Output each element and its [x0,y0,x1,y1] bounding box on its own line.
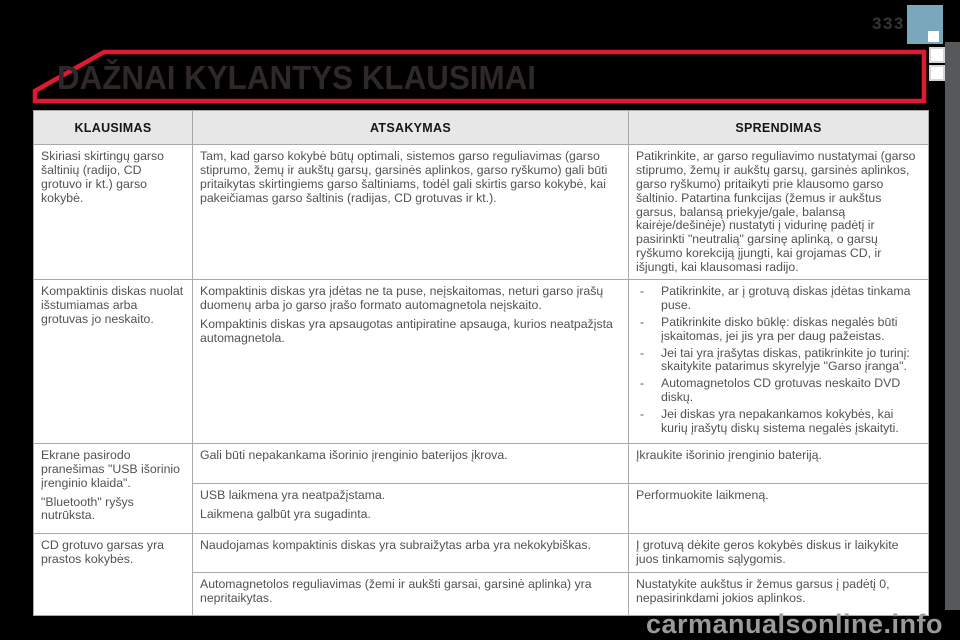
cell-text: "Bluetooth" ryšys nutrūksta. [41,494,134,523]
cell-text: Performuokite laikmeną. [636,487,769,502]
section-marker-icon [929,65,945,81]
column-header-answer: ATSAKYMAS [193,111,629,145]
cell-text: Gali būti nepakankama išorinio įrenginio baterijos įkrova. [200,447,508,462]
table-row [34,280,929,444]
cell-text: Kompaktinis diskas yra apsaugotas antipiratine apsauga, kurios neatpažįsta automagnetola. [200,316,613,345]
page-number: 333 [872,14,905,33]
answer-cell [193,145,629,280]
question-cell [34,280,193,444]
page-title: DAŽNAI KYLANTYS KLAUSIMAI [57,59,536,96]
column-header-solution: SPRENDIMAS [629,111,929,145]
solution-cell [629,443,929,483]
question-cell [34,145,193,280]
question-cell [34,443,193,533]
cell-text: Patikrinkite, ar garso reguliavimo nustatymai (garso stiprumo, žemų ir aukštų garsų, garsinės aplinkos, garso ryškumo) pritaikyti prie klausomo garso šaltinio. Patartina funkcijas (žemus ir aukštus garsus, balansą priekyje/gale, balansą kairėje/dešinėje) nustatyti į vidurinę padėtį ir pasirinkti "neutralią" garsinę aplinką, o garsų ryškumo korekciją įjungti, kai grojamas CD, ir išjungti, kai klausomasi radijo. [636,149,916,275]
cell-text: Tam, kad garso kokybė būtų optimali, sistemos garso reguliavimas (garso stiprumo, žemų ir aukštų garsų, garsinės aplinkos, garso ryškumo) gali būti pritaikytas skirtingiems garso šaltiniams, todėl gali skirtis garso kokybė, kai pakeičiamas garso šaltinis (radijas, CD grotuvas ir kt.). [200,149,608,205]
answer-cell [193,533,629,572]
cell-text: Į grotuvą dėkite geros kokybės diskus ir laikykite juos tinkamomis sąlygomis. [636,537,899,566]
cell-text: Automagnetolos reguliavimas (žemi ir aukšti garsai, garsinė aplinka) yra nepritaikytas. [200,576,592,605]
cell-text: Kompaktinis diskas yra įdėtas ne ta puse, neįskaitomas, neturi garso įrašų duomenų arba jo garso įrašo formato automagnetola neįskaito. [200,284,604,312]
solution-cell [629,280,929,444]
column-header-question: KLAUSIMAS [34,111,193,145]
list-item: - Jei diskas yra nepakankamos kokybės, kai kurių įrašytų diskų sistema negalės įskaityti. [636,408,920,436]
answer-cell [193,443,629,483]
cell-text: Ekrane pasirodo pranešimas "USB išorinio įrenginio klaida". [41,447,181,490]
table-row [34,145,929,280]
cell-text: Nustatykite aukštus ir žemus garsus į padėtį 0, nepasirinkdami jokios aplinkos. [636,576,890,605]
cell-text: Įkraukite išorinio įrenginio bateriją. [636,447,822,462]
cell-text: CD grotuvo garsas yra prastos kokybės. [41,537,165,566]
list-item: - Patikrinkite, ar į grotuvą diskas įdėtas tinkama puse. [636,285,920,313]
cell-text: Kompaktinis diskas nuolat išstumiamas arba grotuvas jo neskaito. [41,284,184,326]
question-cell [34,533,193,615]
answer-cell [193,572,629,615]
section-marker-icon [929,47,945,63]
cell-text: Laikmena galbūt yra sugadinta. [200,506,371,521]
answer-cell [193,280,629,444]
list-item: - Patikrinkite disko būklę: diskas negalės būti įskaitomas, jei jis yra per daug pažeistas. [636,316,920,344]
solution-cell [629,145,929,280]
table-row [34,533,929,572]
watermark: carmanualsonline.info [645,609,943,639]
solution-cell [629,483,929,533]
cell-text: Skiriasi skirtingų garso šaltinių (radijo, CD grotuvo ir kt.) garso kokybė. [41,149,165,205]
list-item: - Jei tai yra įrašytas diskas, patikrinkite jo turinį: skaitykite patarimus skyrelyje "Garso įranga". [636,347,920,375]
table-row [34,443,929,483]
side-index-bar [945,42,960,610]
faq-table [33,110,929,616]
list-item: - Automagnetolos CD grotuvas neskaito DVD diskų. [636,377,920,405]
cell-text: Naudojamas kompaktinis diskas yra subraižytas arba yra nekokybiškas. [200,537,591,552]
cell-text: USB laikmena yra neatpažįstama. [200,487,386,502]
tab-marker-icon [928,31,939,42]
chapter-tab [907,5,943,44]
solution-cell [629,533,929,572]
table-header-row [34,111,929,145]
answer-cell [193,483,629,533]
